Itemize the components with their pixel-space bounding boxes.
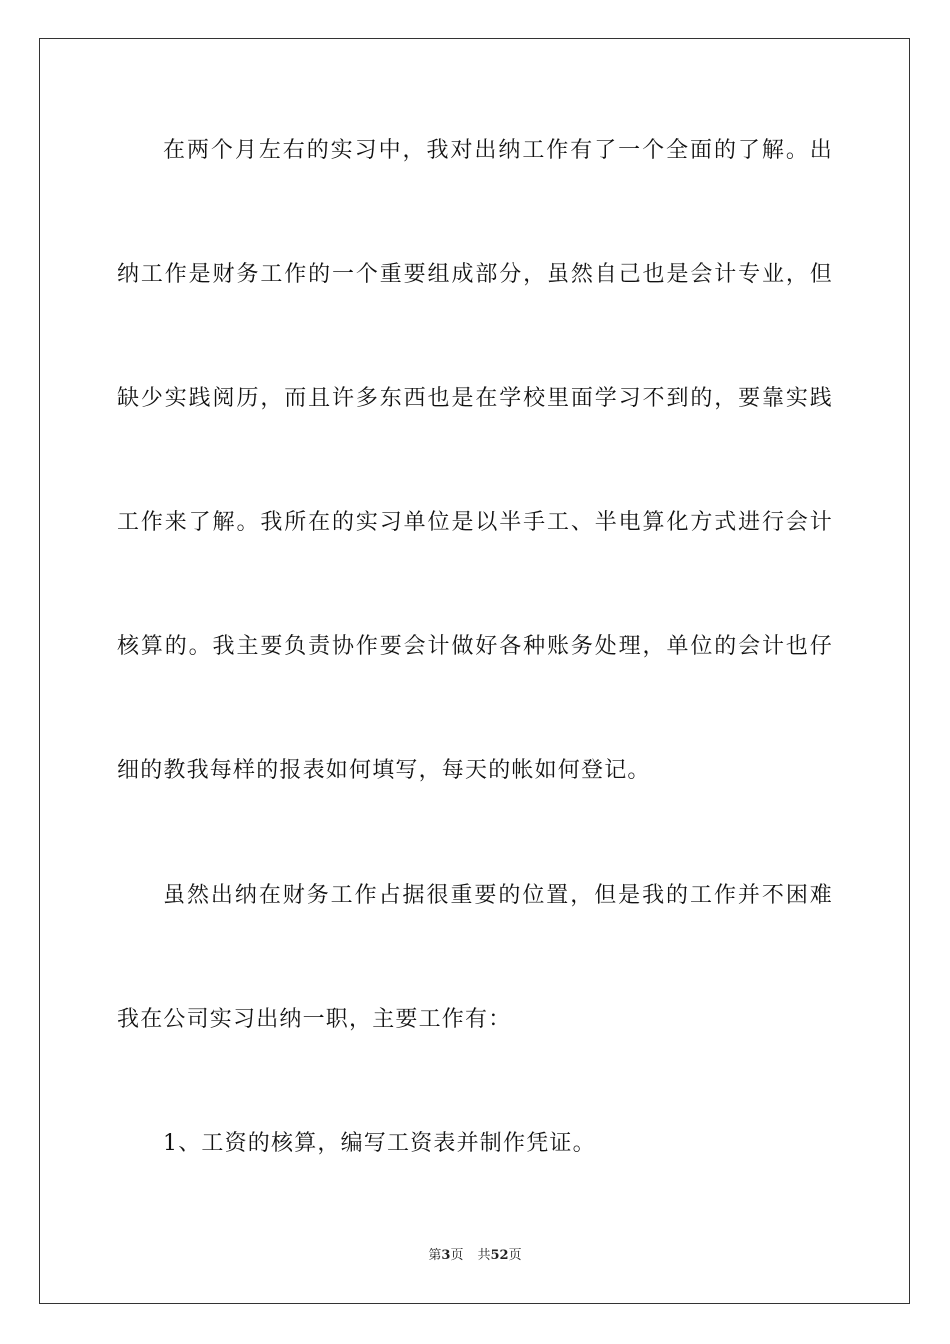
footer-page-suffix: 页 (450, 1248, 464, 1263)
footer-total-pages: 52 (490, 1248, 509, 1263)
paragraph-1-line-2: 纳工作是财务工作的一个重要组成部分，虽然自己也是会计专业，但 (117, 262, 833, 287)
list-item-1: 1、工资的核算，编写工资表并制作凭证。 (163, 1131, 596, 1156)
footer-page-prefix: 第 (428, 1248, 442, 1263)
paragraph-2-line-1: 虽然出纳在财务工作占据很重要的位置，但是我的工作并不困难 (163, 883, 833, 908)
paragraph-1-line-4: 工作来了解。我所在的实习单位是以半手工、半电算化方式进行会计 (117, 510, 833, 535)
page-border (39, 38, 910, 1304)
paragraph-1-line-5: 核算的。我主要负责协作要会计做好各种账务处理，单位的会计也仔 (117, 634, 833, 659)
paragraph-3-line-1: 我在公司实习出纳一职，主要工作有： (117, 1007, 512, 1032)
footer-total-suffix: 页 (508, 1248, 522, 1263)
paragraph-1-line-3: 缺少实践阅历，而且许多东西也是在学校里面学习不到的，要靠实践 (117, 386, 833, 411)
footer-page-number: 3 (441, 1248, 451, 1263)
page-footer (0, 1247, 950, 1265)
paragraph-1-line-6: 细的教我每样的报表如何填写，每天的帐如何登记。 (117, 758, 651, 783)
footer-total-prefix: 共 (477, 1248, 491, 1263)
paragraph-1-line-1: 在两个月左右的实习中，我对出纳工作有了一个全面的了解。出 (163, 138, 833, 163)
